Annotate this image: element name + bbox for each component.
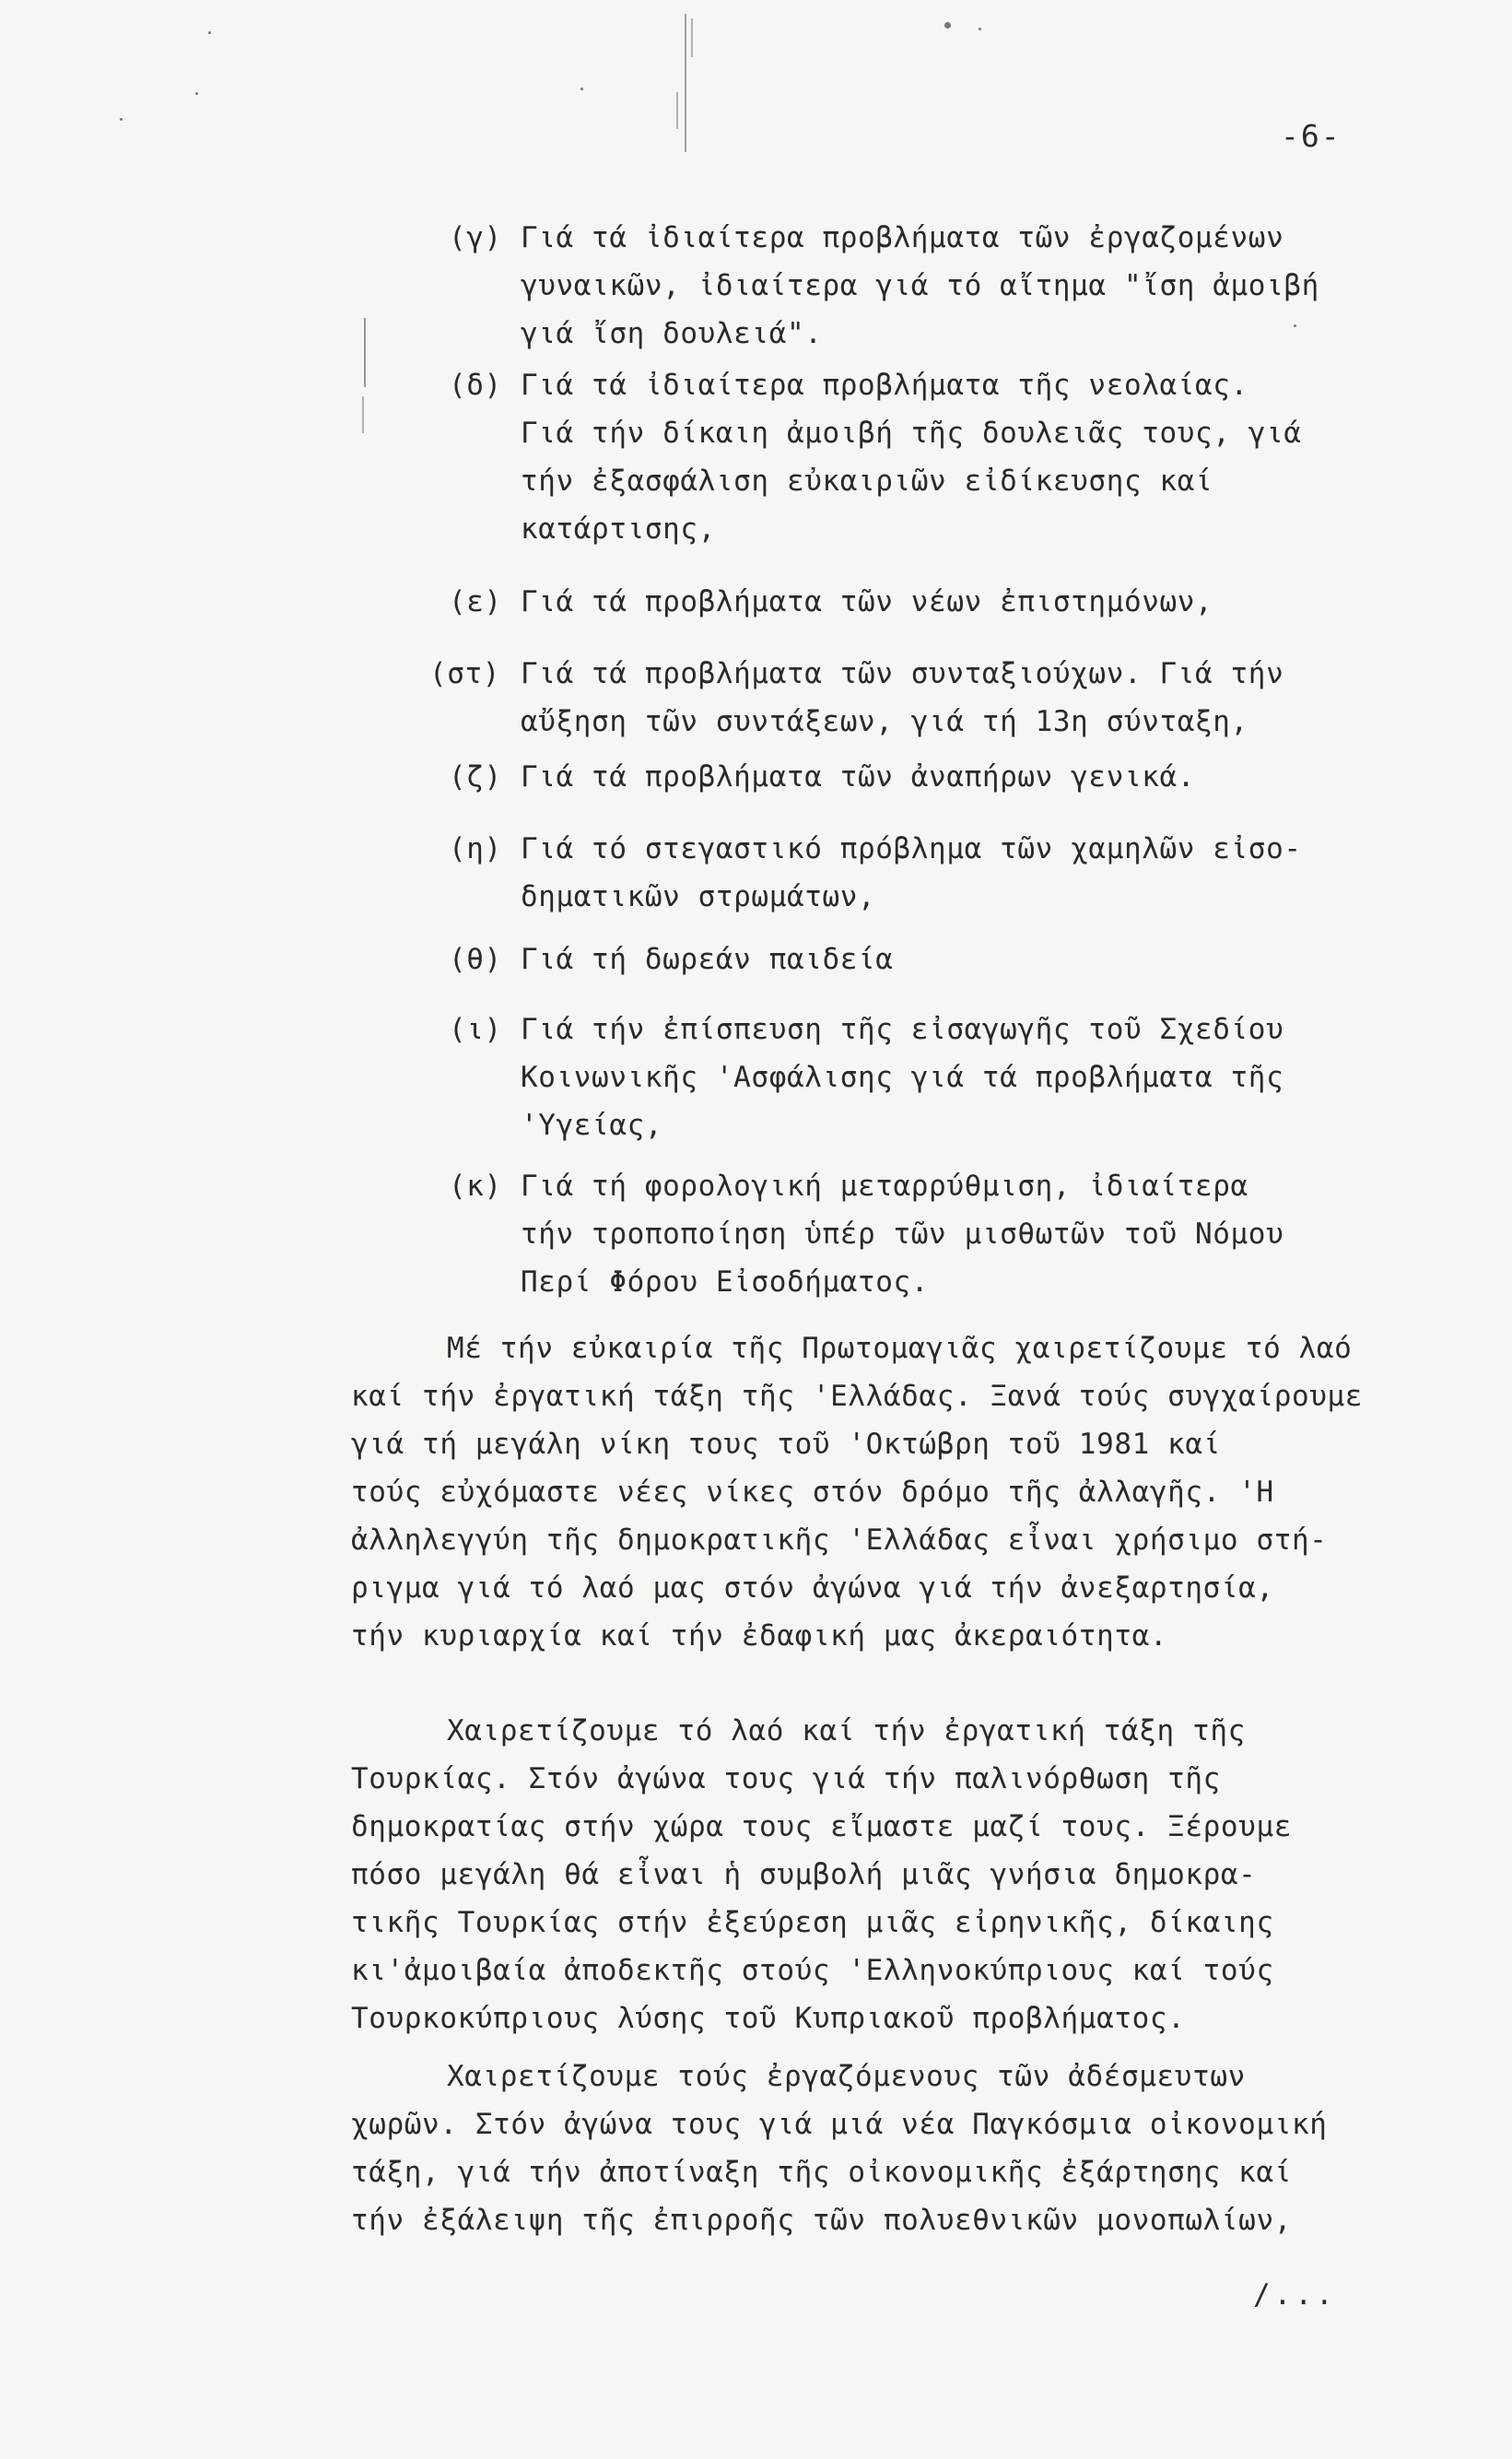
scan-speck — [120, 118, 123, 121]
list-item-line: Γιά τά προβλήματα τῶν ἀναπήρων γενικά. — [521, 760, 1196, 794]
scan-mark — [676, 92, 678, 129]
scan-mark — [685, 14, 686, 152]
scan-speck — [1294, 324, 1296, 327]
list-marker: (ι) — [449, 1013, 502, 1046]
list-item-line: Γιά τά προβλήματα τῶν συνταξιούχων. Γιά τήν — [521, 657, 1284, 690]
paragraph-line: γιά τή μεγάλη νίκη τους τοῦ 'Οκτώβρη τοῦ 1981 καί — [351, 1428, 1221, 1461]
list-item-line: Γιά τά ἰδιαίτερα προβλήματα τῆς νεολαίας. — [521, 369, 1248, 402]
list-item-line: Γιά τό στεγαστικό πρόβλημα τῶν χαμηλῶν εἰσο- — [521, 832, 1302, 865]
list-item-line: Κοινωνικῆς 'Ασφάλισης γιά τά προβλήματα τῆς — [521, 1061, 1284, 1094]
scan-speck — [944, 22, 951, 29]
list-item-line: Γιά τήν δίκαιη ἀμοιβή τῆς δουλειᾶς τους, γιά — [521, 417, 1302, 450]
list-marker: (στ) — [429, 657, 501, 690]
list-item-line: Περί Φόρου Εἰσοδήματος. — [521, 1265, 930, 1299]
paragraph-line: τάξη, γιά τήν ἀποτίναξη τῆς οἰκονομικῆς ἐξάρτησης καί — [351, 2156, 1292, 2189]
list-item-line: γυναικῶν, ἰδιαίτερα γιά τό αἴτημα "ἴση ἀμοιβή — [521, 269, 1319, 302]
paragraph-line: τούς εὐχόμαστε νέες νίκες στόν δρόμο τῆς ἀλλαγῆς. 'Η — [351, 1476, 1274, 1509]
paragraph-line: Μέ τήν εὐκαιρία τῆς Πρωτομαγιᾶς χαιρετίζουμε τό λαό — [447, 1332, 1353, 1365]
list-item-line: γιά ἴση δουλειά". — [521, 317, 823, 350]
list-item-line: δηματικῶν στρωμάτων, — [521, 880, 876, 913]
paragraph-line: κι'ἀμοιβαία ἀποδεκτῆς στούς 'Ελληνοκύπριους καί τούς — [351, 1954, 1274, 1987]
list-item-line: τήν τροποποίηση ὑπέρ τῶν μισθωτῶν τοῦ Νόμου — [521, 1218, 1284, 1251]
paragraph-line: Τουρκοκύπριους λύσης τοῦ Κυπριακοῦ προβλήματος. — [351, 2002, 1186, 2035]
list-item-line: Γιά τή φορολογική μεταρρύθμιση, ἰδιαίτερα — [521, 1170, 1248, 1203]
list-item-line: αὔξηση τῶν συντάξεων, γιά τή 13η σύνταξη, — [521, 705, 1248, 738]
list-item-line: Γιά τά ἰδιαίτερα προβλήματα τῶν ἐργαζομένων — [521, 221, 1284, 254]
list-item-line: 'Υγείας, — [521, 1109, 663, 1142]
scan-mark — [362, 396, 364, 433]
paragraph-line: Χαιρετίζουμε τό λαό καί τήν ἐργατική τάξη τῆς — [447, 1714, 1246, 1747]
page-number: -6- — [1281, 118, 1342, 154]
paragraph-line: Τουρκίας. Στόν ἀγώνα τους γιά τήν παλινόρθωση τῆς — [351, 1762, 1221, 1795]
scan-speck — [580, 88, 583, 90]
list-marker: (η) — [449, 832, 502, 865]
list-item-line: κατάρτισης, — [521, 512, 716, 546]
paragraph-line: τήν ἐξάλειψη τῆς ἐπιρροῆς τῶν πολυεθνικῶν μονοπωλίων, — [351, 2204, 1292, 2237]
paragraph-line: τικῆς Τουρκίας στήν ἐξεύρεση μιᾶς εἰρηνικῆς, δίκαιης — [351, 1906, 1274, 1939]
scan-speck — [195, 92, 198, 95]
paragraph-line: τήν κυριαρχία καί τήν ἐδαφική μας ἀκεραιότητα. — [351, 1619, 1168, 1653]
paragraph-line: καί τήν ἐργατική τάξη τῆς 'Ελλάδας. Ξανά τούς συγχαίρουμε — [351, 1380, 1364, 1413]
list-marker: (ζ) — [449, 760, 502, 794]
scan-mark — [364, 318, 366, 387]
list-item-line: Γιά τήν ἐπίσπευση τῆς εἰσαγωγῆς τοῦ Σχεδίου — [521, 1013, 1284, 1046]
list-marker: (κ) — [449, 1170, 502, 1203]
paragraph-line: πόσο μεγάλη θά εἶναι ἡ συμβολή μιᾶς γνήσια δημοκρα- — [351, 1858, 1257, 1891]
list-marker: (ε) — [449, 585, 502, 618]
paragraph-line: ριγμα γιά τό λαό μας στόν ἀγώνα γιά τήν ἀνεξαρτησία, — [351, 1571, 1274, 1605]
scan-speck — [208, 31, 211, 34]
paragraph-line: Χαιρετίζουμε τούς ἐργαζόμενους τῶν ἀδέσμευτων — [447, 2060, 1246, 2093]
continuation-mark: /... — [1253, 2278, 1337, 2312]
paragraph-line: ἀλληλεγγύη τῆς δημοκρατικῆς 'Ελλάδας εἶναι χρήσιμο στή- — [351, 1524, 1328, 1557]
list-item-line: Γιά τή δωρεάν παιδεία — [521, 943, 894, 976]
paragraph-line: δημοκρατίας στήν χώρα τους εἴμαστε μαζί τους. Ξέρουμε — [351, 1810, 1292, 1843]
scan-mark — [691, 18, 693, 57]
list-item-line: Γιά τά προβλήματα τῶν νέων ἐπιστημόνων, — [521, 585, 1213, 618]
list-marker: (θ) — [449, 943, 502, 976]
list-marker: (δ) — [449, 369, 502, 402]
paragraph-line: χωρῶν. Στόν ἀγώνα τους γιά μιά νέα Παγκόσμια οἰκονομική — [351, 2108, 1328, 2141]
scan-speck — [979, 28, 981, 30]
list-item-line: τήν ἐξασφάλιση εὐκαιριῶν εἰδίκευσης καί — [521, 465, 1213, 498]
list-marker: (γ) — [449, 221, 502, 254]
